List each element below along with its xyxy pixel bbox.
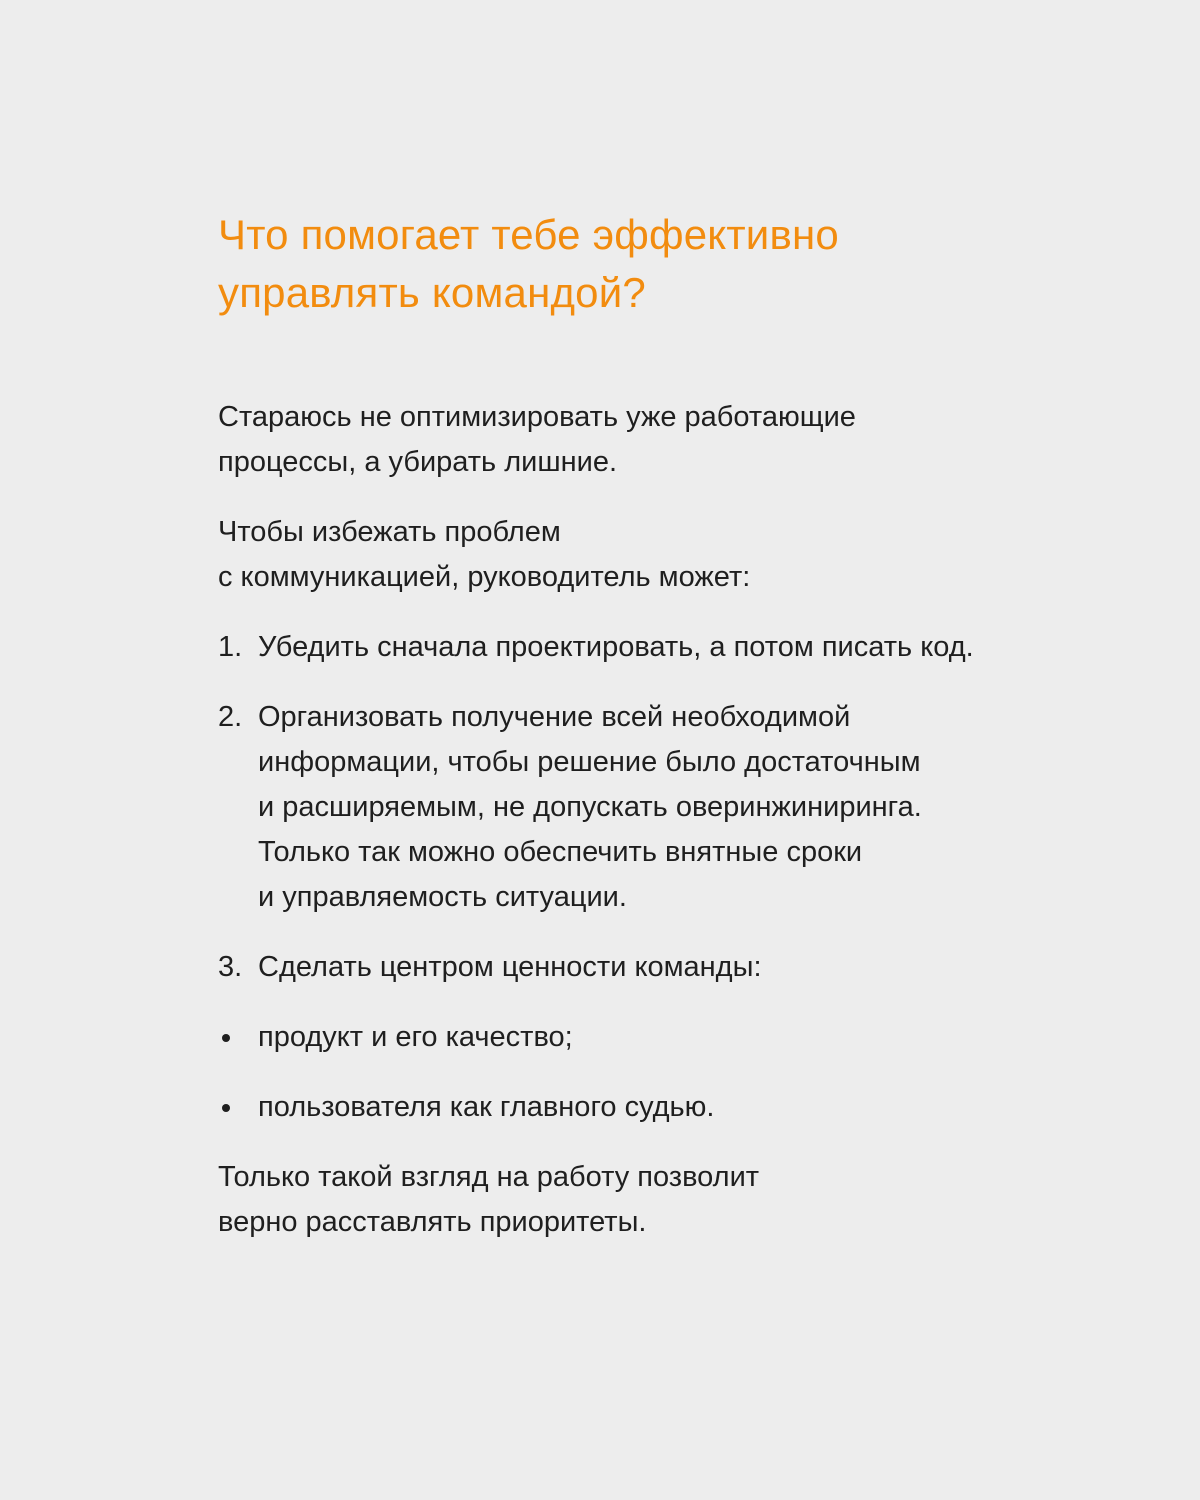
text-line: Убедить сначала проектировать, а потом писать код. [258, 631, 974, 663]
text-line: Стараюсь не оптимизировать уже работающие [218, 401, 856, 433]
text-line: Только так можно обеспечить внятные сроки [258, 836, 863, 868]
text-line: и расширяемым, не допускать оверинжиниринга. [258, 791, 922, 823]
bullet-marker [218, 1085, 258, 1130]
bullet-item [218, 1015, 1118, 1060]
text-line: Только такой взгляд на работу позволит [218, 1161, 760, 1193]
intro-paragraph-1 [218, 395, 1118, 485]
text-line: процессы, а убирать лишние. [218, 446, 618, 478]
text-line: и управляемость ситуации. [258, 881, 627, 913]
numbered-list [218, 625, 1118, 990]
content-card [218, 206, 1118, 1270]
intro-paragraph-2 [218, 510, 1118, 600]
list-item-text [258, 695, 1118, 920]
bullet-item [218, 1085, 1118, 1130]
list-number: 1. [218, 631, 243, 663]
list-item [218, 695, 1118, 920]
text-line: Сделать центром ценности команды: [258, 951, 762, 983]
text-line: верно расставлять приоритеты. [218, 1206, 647, 1238]
text-line: Организовать получение всей необходимой [258, 701, 851, 733]
title-line-2: управлять командой? [218, 269, 646, 316]
list-number: 3. [218, 951, 243, 983]
bullet-text: пользователя как главного судью. [258, 1091, 715, 1123]
list-item [218, 945, 1118, 990]
conclusion-paragraph [218, 1155, 1118, 1245]
text-line: Чтобы избежать проблем [218, 516, 561, 548]
list-item [218, 625, 1118, 670]
text-line: информации, чтобы решение было достаточным [258, 746, 921, 778]
bullet-marker [218, 1015, 258, 1060]
list-item-text [258, 625, 1118, 670]
bullet-list [218, 1015, 1118, 1130]
bullet-dot-icon [222, 1034, 230, 1042]
bullet-dot-icon [222, 1104, 230, 1112]
list-item-text [258, 945, 1118, 990]
text-line: с коммуникацией, руководитель может: [218, 561, 751, 593]
bullet-text: продукт и его качество; [258, 1021, 573, 1053]
title-line-1: Что помогает тебе эффективно [218, 211, 839, 258]
page-title [218, 206, 1118, 322]
body-text [218, 395, 1118, 1245]
list-number: 2. [218, 701, 243, 733]
